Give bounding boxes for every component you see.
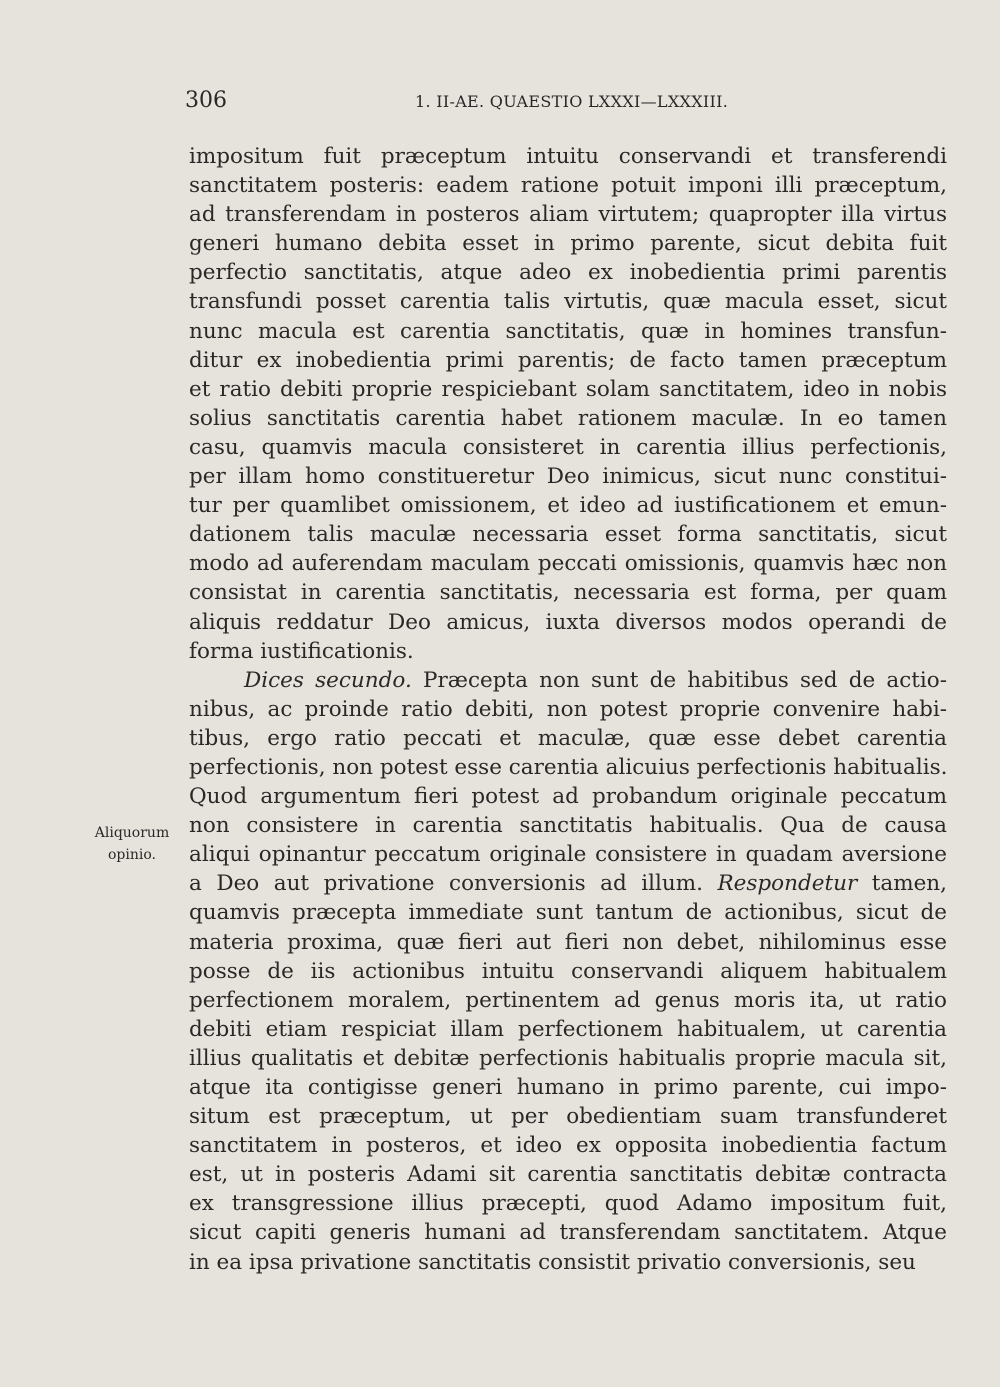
line-text: dationem talis maculæ necessaria esset forma sanctitatis, sicut xyxy=(189,522,947,548)
line-text: aliqui opinantur peccatum originale consistere in quadam aversione xyxy=(189,842,947,868)
text-line xyxy=(189,753,947,782)
text-line xyxy=(189,1073,947,1102)
line-text: nibus, ac proinde ratio debiti, non potest proprie convenire habi- xyxy=(189,696,947,722)
text-line xyxy=(189,258,947,287)
line-text: per illam homo constitueretur Deo inimicus, sicut nunc constitui- xyxy=(189,464,947,490)
text-line xyxy=(189,811,947,840)
line-text: in ea ipsa privatione sanctitatis consistit privatio conversionis, seu xyxy=(189,1249,916,1275)
text-line xyxy=(189,200,947,229)
line-text: materia proxima, quæ fieri aut fieri non debet, nihilominus esse xyxy=(189,929,947,955)
text-line xyxy=(189,898,947,927)
line-text: ex transgressione illius præcepti, quod Adamo impositum fuit, xyxy=(189,1191,947,1217)
line-text: aliquis reddatur Deo amicus, iuxta diversos modos operandi de xyxy=(189,609,947,635)
line-text: perfectionis, non potest esse carentia alicuius perfectionis habitualis. xyxy=(189,754,948,780)
text-line xyxy=(189,840,947,869)
line-text: perfectio sanctitatis, atque adeo ex inobedientia primi parentis xyxy=(189,260,947,286)
body-text xyxy=(189,142,947,1277)
line-text: atque ita contigisse generi humano in primo parente, cui impo- xyxy=(189,1075,947,1100)
line-text: situm est præceptum, ut per obedientiam suam transfunderet xyxy=(189,1104,947,1130)
text-line xyxy=(189,1248,947,1277)
line-text: et ratio debiti proprie respiciebant solam sanctitatem, ideo in nobis xyxy=(189,376,947,402)
line-text: a Deo aut privatione conversionis ad illum. xyxy=(189,871,718,897)
line-text: consistat in carentia sanctitatis, necessaria est forma, per quam xyxy=(189,580,947,606)
text-line xyxy=(189,1160,947,1189)
text-line xyxy=(189,346,947,375)
line-text: transfundi posset carentia talis virtutis, quæ macula esset, sicut xyxy=(189,289,947,315)
text-line xyxy=(189,782,947,811)
text-line xyxy=(189,142,947,171)
text-line xyxy=(189,317,947,346)
text-line xyxy=(189,520,947,549)
page-number: 306 xyxy=(185,88,227,113)
line-text: sanctitatem posteris: eadem ratione potuit imponi illi præceptum, xyxy=(189,173,947,199)
line-text: forma iustificationis. xyxy=(189,638,414,664)
line-text: ad transferendam in posteros aliam virtutem; quapropter illa virtus xyxy=(189,202,947,228)
text-line xyxy=(189,1189,947,1218)
line-text: non consistere in carentia sanctitatis habitualis. Qua de causa xyxy=(189,813,947,839)
text-line xyxy=(189,695,947,724)
text-line xyxy=(189,491,947,520)
text-line xyxy=(189,549,947,578)
line-text: impositum fuit præceptum intuitu conservandi et transferendi xyxy=(189,144,947,169)
text-line xyxy=(189,1044,947,1073)
line-text: sanctitatem in posteros, et ideo ex opposita inobedientia factum xyxy=(189,1133,947,1159)
text-line xyxy=(189,1015,947,1044)
line-text: tamen, xyxy=(857,871,947,897)
text-line xyxy=(189,986,947,1015)
line-text: modo ad auferendam maculam peccati omissionis, quamvis hæc non xyxy=(189,551,947,577)
text-line xyxy=(189,1102,947,1131)
text-line xyxy=(189,724,947,753)
line-text: est, ut in posteris Adami sit carentia sanctitatis debitæ contracta xyxy=(189,1162,947,1188)
italic-phrase: Respondetur xyxy=(717,871,858,897)
line-text: tibus, ergo ratio peccati et maculæ, quæ esse debet carentia xyxy=(189,725,947,751)
line-text: tur per quamlibet omissionem, et ideo ad iustificationem et emun- xyxy=(189,493,947,519)
text-line xyxy=(189,229,947,258)
line-text: solius sanctitatis carentia habet rationem maculæ. In eo tamen xyxy=(189,405,947,431)
line-text: generi humano debita esset in primo parente, sicut debita fuit xyxy=(189,231,947,257)
margin-note-line: Aliquorum xyxy=(94,825,170,841)
line-text: Præcepta non sunt de habitibus sed de actio- xyxy=(411,667,947,693)
text-line xyxy=(189,287,947,316)
line-text: sicut capiti generis humani ad transferendam sanctitatem. Atque xyxy=(189,1220,947,1246)
line-text: illius qualitatis et debitæ perfectionis habitualis proprie macula sit, xyxy=(189,1045,947,1071)
line-text: debiti etiam respiciat illam perfectionem habitualem, ut carentia xyxy=(189,1016,947,1042)
italic-phrase: Dices secundo. xyxy=(244,667,412,693)
page-header xyxy=(185,88,945,120)
running-head: 1. II-AE. QUAESTIO LXXXI—LXXXIII. xyxy=(415,92,729,111)
line-text: nunc macula est carentia sanctitatis, quæ in homines transfun- xyxy=(189,318,947,344)
margin-note-line: opinio. xyxy=(108,847,156,863)
text-line xyxy=(189,171,947,200)
text-line xyxy=(189,869,947,898)
text-line xyxy=(189,1218,947,1247)
line-text: perfectionem moralem, pertinentem ad genus moris ita, ut ratio xyxy=(189,987,947,1013)
line-text: Quod argumentum fieri potest ad probandum originale peccatum xyxy=(189,784,947,810)
text-line xyxy=(189,637,947,666)
text-line xyxy=(189,404,947,433)
text-line xyxy=(189,928,947,957)
text-line xyxy=(189,1131,947,1160)
margin-note xyxy=(86,822,178,866)
text-line xyxy=(189,608,947,637)
line-text: posse de iis actionibus intuitu conservandi aliquem habitualem xyxy=(189,958,947,984)
text-line xyxy=(189,666,947,695)
text-line xyxy=(189,578,947,607)
text-line xyxy=(189,462,947,491)
text-line xyxy=(189,957,947,986)
line-text: ditur ex inobedientia primi parentis; de facto tamen præceptum xyxy=(189,347,947,373)
line-text: quamvis præcepta immediate sunt tantum de actionibus, sicut de xyxy=(189,900,947,926)
line-text: casu, quamvis macula consisteret in carentia illius perfectionis, xyxy=(189,434,947,460)
text-line xyxy=(189,433,947,462)
text-line xyxy=(189,375,947,404)
